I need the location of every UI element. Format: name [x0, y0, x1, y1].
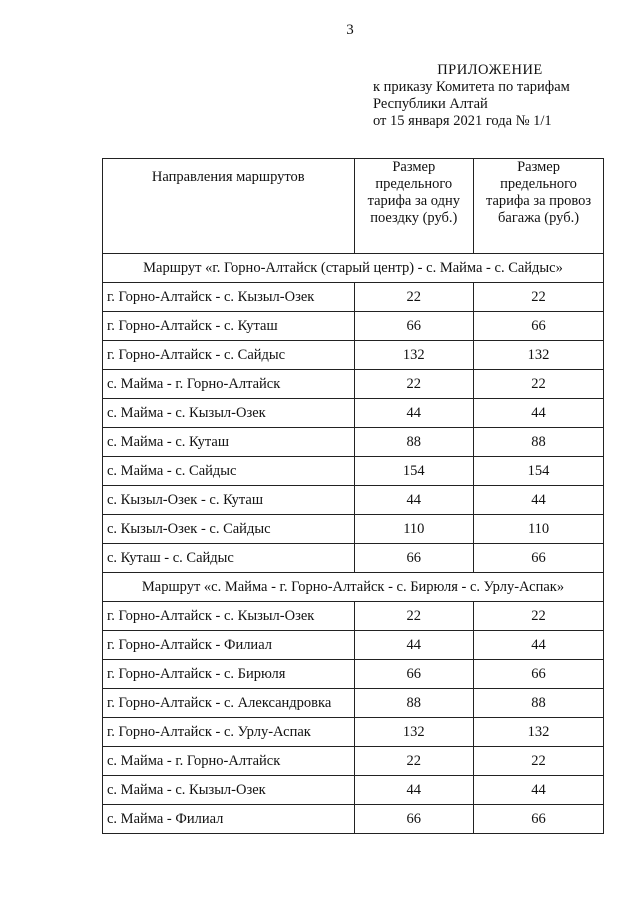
- baggage-tariff-cell: 22: [474, 747, 604, 776]
- route-cell: с. Кызыл-Озек - с. Сайдыс: [103, 515, 355, 544]
- baggage-tariff-cell: 110: [474, 515, 604, 544]
- baggage-tariff-cell: 44: [474, 486, 604, 515]
- baggage-tariff-cell: 132: [474, 718, 604, 747]
- trip-tariff-cell: 88: [354, 428, 474, 457]
- route-cell: г. Горно-Алтайск - с. Бирюля: [103, 660, 355, 689]
- route-group-title: Маршрут «г. Горно-Алтайск (старый центр) - с. Майма - с. Сайдыс»: [103, 254, 604, 283]
- trip-tariff-cell: 88: [354, 689, 474, 718]
- table-row: [103, 312, 604, 341]
- baggage-tariff-cell: 44: [474, 399, 604, 428]
- table-body: [103, 254, 604, 834]
- table-row: [103, 776, 604, 805]
- appendix-date-line: от 15 января 2021 года № 1/1: [373, 113, 552, 129]
- route-cell: г. Горно-Алтайск - с. Куташ: [103, 312, 355, 341]
- baggage-tariff-cell: 22: [474, 283, 604, 312]
- baggage-tariff-cell: 66: [474, 544, 604, 573]
- table-row: [103, 457, 604, 486]
- table-row: [103, 805, 604, 834]
- trip-tariff-cell: 44: [354, 486, 474, 515]
- route-cell: г. Горно-Алтайск - с. Сайдыс: [103, 341, 355, 370]
- route-cell: г. Горно-Алтайск - с. Урлу-Аспак: [103, 718, 355, 747]
- table-header: [103, 159, 604, 254]
- trip-tariff-cell: 110: [354, 515, 474, 544]
- trip-tariff-cell: 44: [354, 631, 474, 660]
- route-cell: г. Горно-Алтайск - Филиал: [103, 631, 355, 660]
- trip-tariff-cell: 66: [354, 660, 474, 689]
- trip-tariff-cell: 132: [354, 718, 474, 747]
- table-row: [103, 718, 604, 747]
- appendix-block: [373, 62, 623, 130]
- route-cell: с. Майма - Филиал: [103, 805, 355, 834]
- baggage-tariff-cell: 88: [474, 428, 604, 457]
- baggage-tariff-cell: 154: [474, 457, 604, 486]
- baggage-tariff-cell: 66: [474, 312, 604, 341]
- baggage-tariff-cell: 22: [474, 602, 604, 631]
- table-row: [103, 370, 604, 399]
- route-group-title: Маршрут «с. Майма - г. Горно-Алтайск - с. Бирюля - с. Урлу-Аспак»: [103, 573, 604, 602]
- route-cell: с. Майма - с. Кызыл-Озек: [103, 776, 355, 805]
- route-cell: с. Майма - с. Куташ: [103, 428, 355, 457]
- baggage-tariff-cell: 44: [474, 631, 604, 660]
- route-cell: с. Майма - с. Сайдыс: [103, 457, 355, 486]
- table-row: [103, 486, 604, 515]
- header-trip-tariff: Размер предельного тарифа за одну поездку (руб.): [354, 159, 474, 254]
- trip-tariff-cell: 66: [354, 312, 474, 341]
- trip-tariff-cell: 66: [354, 544, 474, 573]
- trip-tariff-cell: 22: [354, 283, 474, 312]
- trip-tariff-cell: 22: [354, 602, 474, 631]
- route-cell: г. Горно-Алтайск - с. Кызыл-Озек: [103, 283, 355, 312]
- route-group-row: [103, 254, 604, 283]
- trip-tariff-cell: 154: [354, 457, 474, 486]
- header-baggage-tariff: Размер предельного тарифа за провоз багажа (руб.): [474, 159, 604, 254]
- trip-tariff-cell: 22: [354, 370, 474, 399]
- route-cell: с. Майма - г. Горно-Алтайск: [103, 370, 355, 399]
- trip-tariff-cell: 44: [354, 399, 474, 428]
- table-row: [103, 544, 604, 573]
- route-cell: с. Майма - г. Горно-Алтайск: [103, 747, 355, 776]
- table-row: [103, 689, 604, 718]
- table-row: [103, 399, 604, 428]
- baggage-tariff-cell: 22: [474, 370, 604, 399]
- table-row: [103, 428, 604, 457]
- trip-tariff-cell: 22: [354, 747, 474, 776]
- table-row: [103, 747, 604, 776]
- route-group-row: [103, 573, 604, 602]
- route-cell: с. Кызыл-Озек - с. Куташ: [103, 486, 355, 515]
- appendix-title: ПРИЛОЖЕНИЕ: [437, 62, 543, 78]
- route-cell: с. Майма - с. Кызыл-Озек: [103, 399, 355, 428]
- appendix-order-line: к приказу Комитета по тарифам: [373, 79, 570, 95]
- table-row: [103, 515, 604, 544]
- header-routes: Направления маршрутов: [103, 159, 355, 254]
- tariff-table: [102, 158, 604, 834]
- table-row: [103, 283, 604, 312]
- route-cell: с. Куташ - с. Сайдыс: [103, 544, 355, 573]
- table-row: [103, 660, 604, 689]
- table-row: [103, 341, 604, 370]
- table-row: [103, 602, 604, 631]
- baggage-tariff-cell: 66: [474, 660, 604, 689]
- route-cell: г. Горно-Алтайск - с. Александровка: [103, 689, 355, 718]
- trip-tariff-cell: 132: [354, 341, 474, 370]
- baggage-tariff-cell: 66: [474, 805, 604, 834]
- trip-tariff-cell: 44: [354, 776, 474, 805]
- appendix-republic-line: Республики Алтай: [373, 96, 488, 112]
- route-cell: г. Горно-Алтайск - с. Кызыл-Озек: [103, 602, 355, 631]
- trip-tariff-cell: 66: [354, 805, 474, 834]
- table-row: [103, 631, 604, 660]
- page-number: 3: [346, 22, 354, 38]
- baggage-tariff-cell: 88: [474, 689, 604, 718]
- baggage-tariff-cell: 44: [474, 776, 604, 805]
- baggage-tariff-cell: 132: [474, 341, 604, 370]
